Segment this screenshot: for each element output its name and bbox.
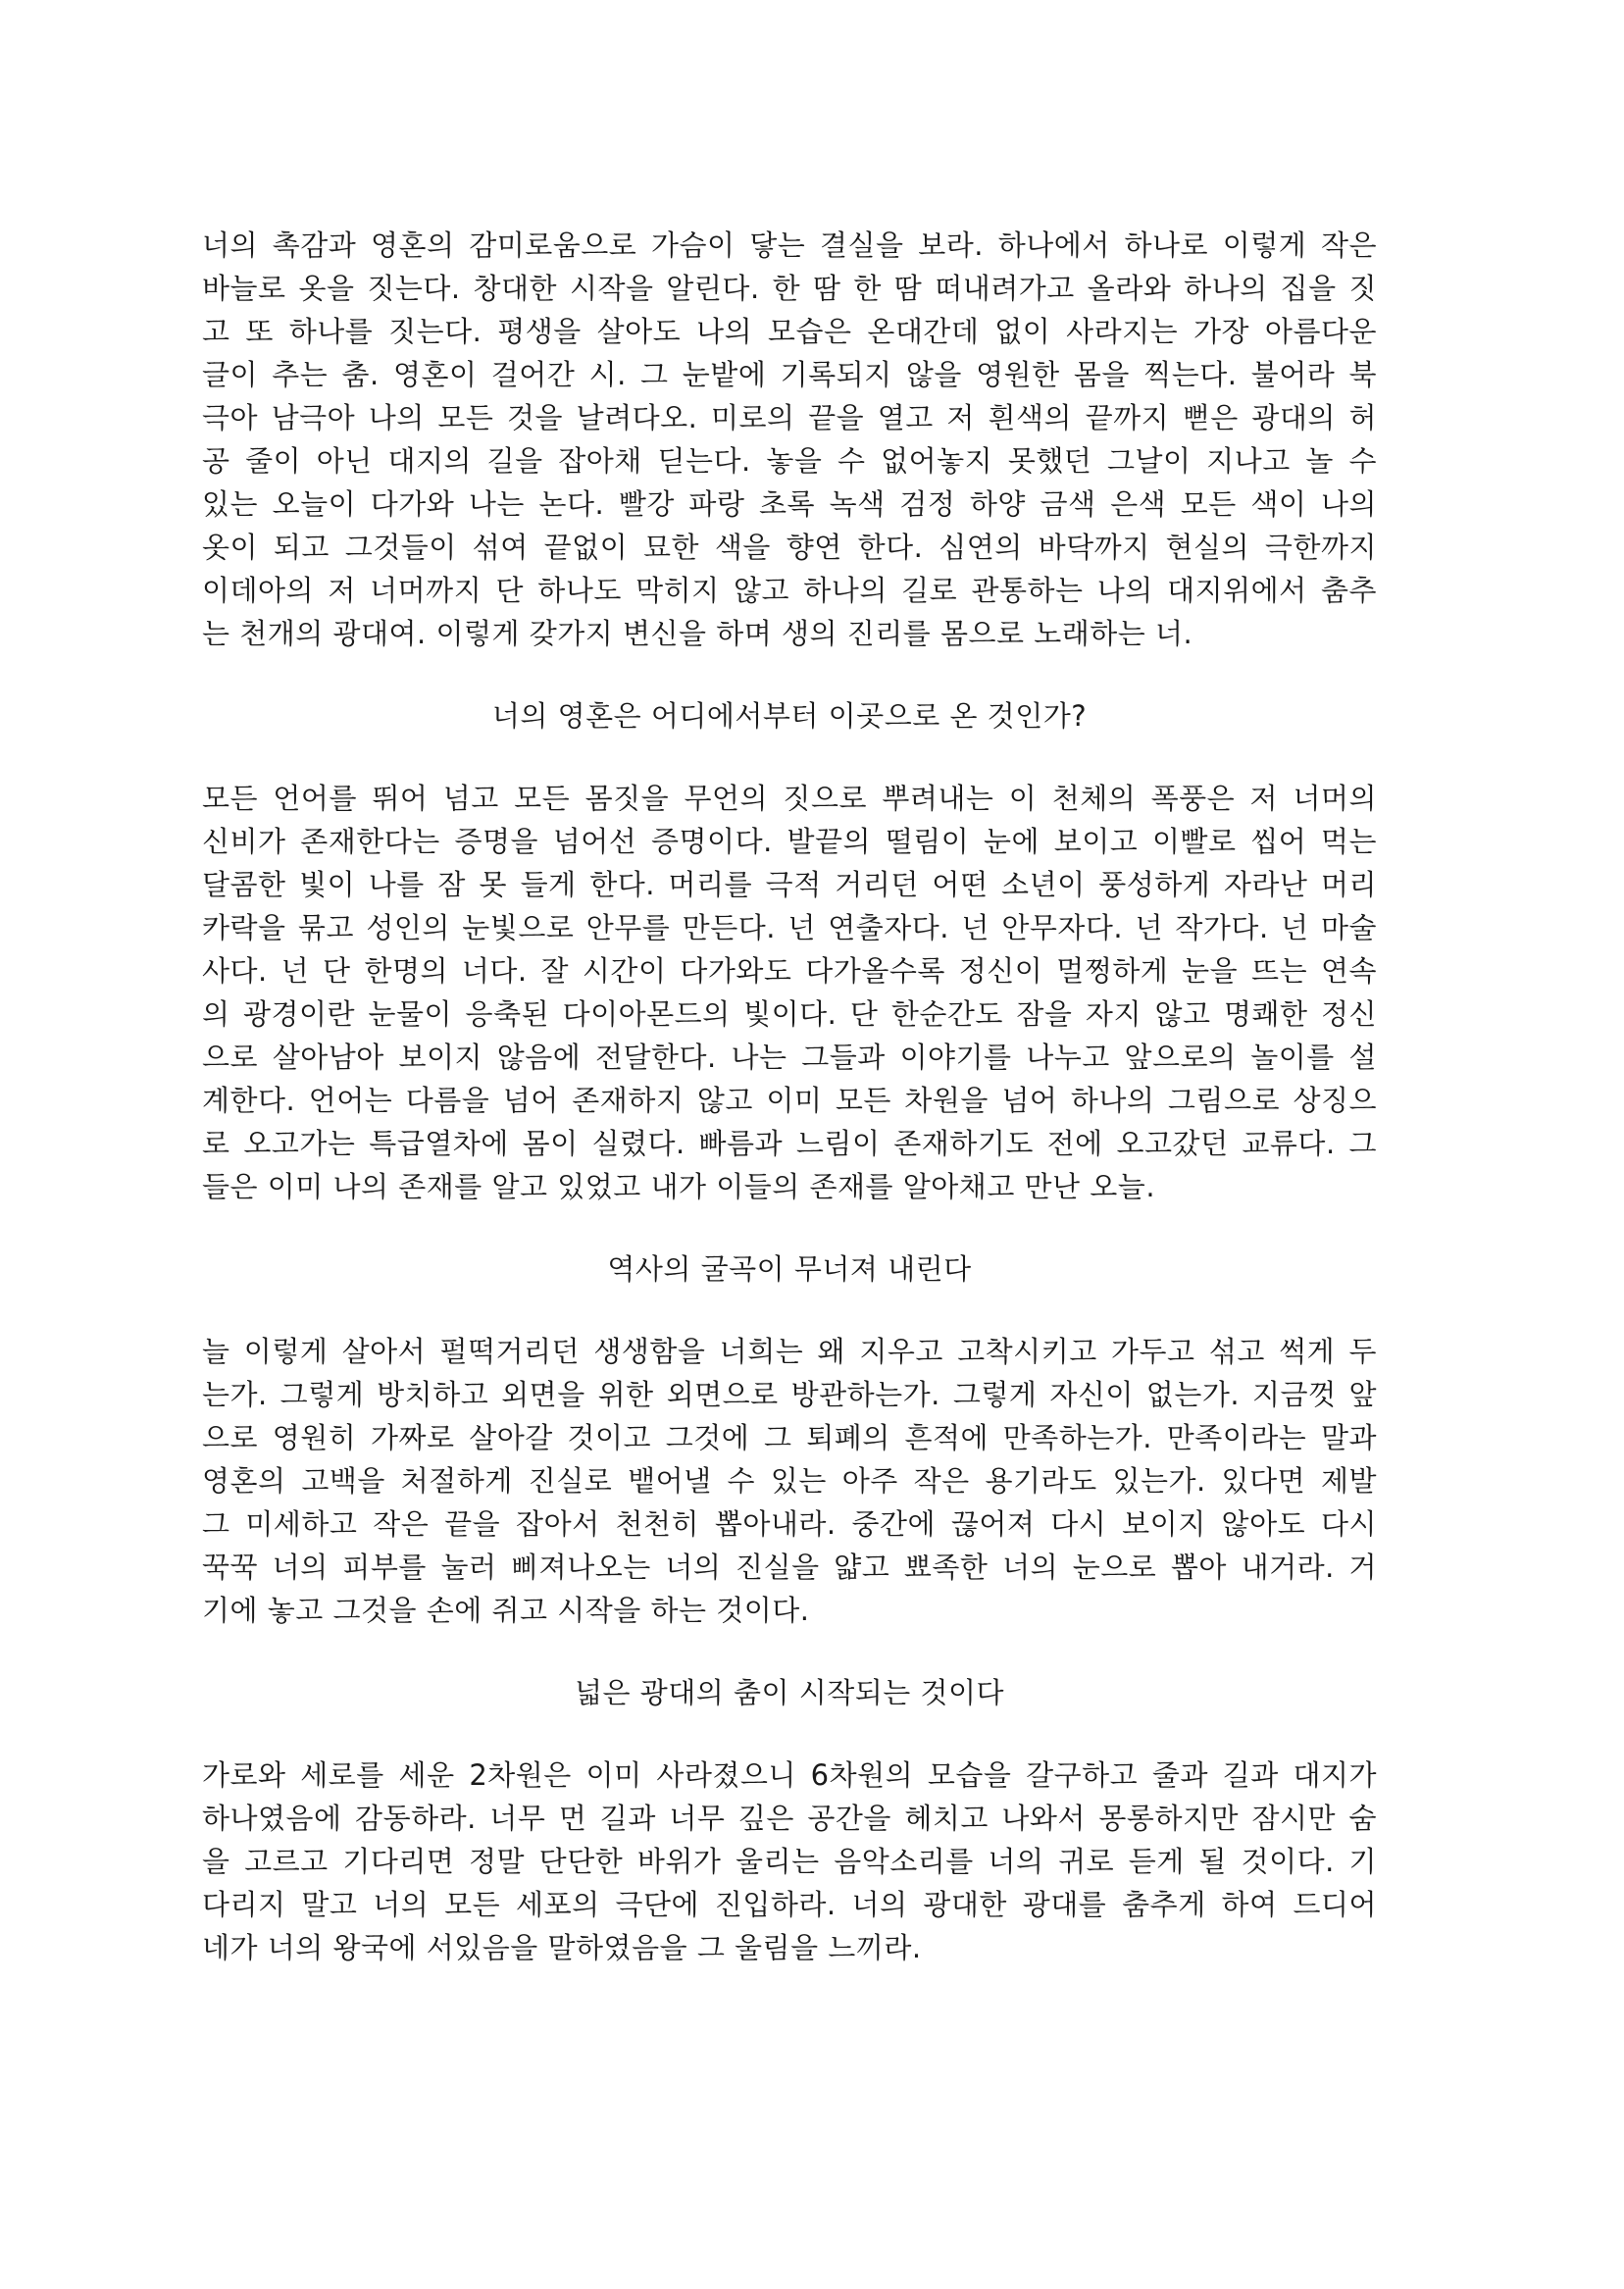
- text-line: 신비가 존재한다는 증명을 넘어선 증명이다. 발끝의 떨림이 눈에 보이고 이빨로 씹어 먹는: [202, 825, 1377, 858]
- text-line: 카락을 묶고 성인의 눈빛으로 안무를 만든다. 넌 연출자다. 넌 안무자다. 넌 작가다. 넌 마술: [202, 911, 1377, 944]
- paragraph: [202, 1330, 1377, 1632]
- text-line: 영혼의 고백을 처절하게 진실로 뱉어낼 수 있는 아주 작은 용기라도 있는가. 있다면 제발: [202, 1464, 1377, 1498]
- text-line: 옷이 되고 그것들이 섞여 끝없이 묘한 색을 향연 한다. 심연의 바닥까지 현실의 극한까지: [202, 531, 1377, 564]
- text-line: 로 오고가는 특급열차에 몸이 실렸다. 빠름과 느림이 존재하기도 전에 오고갔던 교류다. 그: [202, 1127, 1377, 1160]
- text-line: 늘 이렇게 살아서 펄떡거리던 생생함을 너희는 왜 지우고 고착시키고 가두고 섞고 썩게 두: [202, 1335, 1377, 1368]
- text-line: 으로 영원히 가짜로 살아갈 것이고 그것에 그 퇴폐의 흔적에 만족하는가. 만족이라는 말과: [202, 1421, 1377, 1454]
- text-line: 꾹꾹 너의 피부를 눌러 삐져나오는 너의 진실을 얇고 뾰족한 너의 눈으로 뽑아 내거라. 거: [202, 1551, 1377, 1584]
- text-line: 네가 너의 왕국에 서있음을 말하였음을 그 울림을 느끼라.: [202, 1931, 922, 1964]
- text-line: 가로와 세로를 세운 2차원은 이미 사라졌으니 6차원의 모습을 갈구하고 줄과 길과 대지가: [202, 1758, 1377, 1792]
- text-line: 있는 오늘이 다가와 나는 논다. 빨강 파랑 초록 녹색 검정 하양 금색 은색 모든 색이 나의: [202, 487, 1377, 521]
- text-line: 공 줄이 아닌 대지의 길을 잡아채 딛는다. 놓을 수 없어놓지 못했던 그날이 지나고 놀 수: [202, 444, 1377, 478]
- paragraph: [202, 224, 1377, 655]
- text-line: 는 천개의 광대여. 이렇게 갖가지 변신을 하며 생의 진리를 몸으로 노래하는 너.: [202, 617, 1193, 650]
- text-line: 들은 이미 나의 존재를 알고 있었고 내가 이들의 존재를 알아채고 만난 오늘.: [202, 1170, 1156, 1203]
- text-line: 그 미세하고 작은 끝을 잡아서 천천히 뽑아내라. 중간에 끊어져 다시 보이지 않아도 다시: [202, 1507, 1377, 1541]
- text-line: 사다. 넌 단 한명의 너다. 잘 시간이 다가와도 다가올수록 정신이 멀쩡하게 눈을 뜨는 연속: [202, 954, 1377, 988]
- text-line: 으로 살아남아 보이지 않음에 전달한다. 나는 그들과 이야기를 나누고 앞으로의 놀이를 설: [202, 1041, 1377, 1074]
- text-line: 기에 놓고 그것을 손에 쥐고 시작을 하는 것이다.: [202, 1594, 810, 1627]
- text-line: 다리지 말고 너의 모든 세포의 극단에 진입하라. 너의 광대한 광대를 춤추게 하여 드디어: [202, 1888, 1377, 1921]
- text-line: 을 고르고 기다리면 정말 단단한 바위가 울리는 음악소리를 너의 귀로 듣게 될 것이다. 기: [202, 1845, 1377, 1878]
- text-line: 하나였음에 감동하라. 너무 먼 길과 너무 깊은 공간을 헤치고 나와서 몽롱하지만 잠시만 숨: [202, 1802, 1377, 1835]
- text-line: 극아 남극아 나의 모든 것을 날려다오. 미로의 끝을 열고 저 흰색의 끝까지 뻗은 광대의 허: [202, 401, 1377, 434]
- paragraph: [202, 777, 1377, 1208]
- text-line: 의 광경이란 눈물이 응축된 다이아몬드의 빛이다. 단 한순간도 잠을 자지 않고 명쾌한 정신: [202, 997, 1377, 1031]
- paragraph: [202, 1754, 1377, 1969]
- text-line: 바늘로 옷을 짓는다. 창대한 시작을 알린다. 한 땀 한 땀 떠내려가고 올라와 하나의 집을 짓: [202, 272, 1377, 305]
- section-heading: 넓은 광대의 춤이 시작되는 것이다: [574, 1676, 1005, 1709]
- text-line: 너의 촉감과 영혼의 감미로움으로 가슴이 닿는 결실을 보라. 하나에서 하나로 이렇게 작은: [202, 229, 1377, 262]
- text-line: 이데아의 저 너머까지 단 하나도 막히지 않고 하나의 길로 관통하는 나의 대지위에서 춤추: [202, 574, 1377, 607]
- text-line: 고 또 하나를 짓는다. 평생을 살아도 나의 모습은 온대간데 없이 사라지는 가장 아름다운: [202, 315, 1377, 348]
- text-line: 달콤한 빛이 나를 잠 못 들게 한다. 머리를 극적 거리던 어떤 소년이 풍성하게 자라난 머리: [202, 868, 1377, 901]
- text-line: 글이 추는 춤. 영혼이 걸어간 시. 그 눈밭에 기록되지 않을 영원한 몸을 찍는다. 불어라 북: [202, 358, 1377, 391]
- text-line: 는가. 그렇게 방치하고 외면을 위한 외면으로 방관하는가. 그렇게 자신이 없는가. 지금껏 앞: [202, 1378, 1377, 1411]
- document-body: [202, 224, 1377, 2009]
- text-line: 모든 언어를 뛰어 넘고 모든 몸짓을 무언의 짓으로 뿌려내는 이 천체의 폭풍은 저 너머의: [202, 782, 1377, 815]
- section-heading: 역사의 굴곡이 무너져 내린다: [607, 1252, 972, 1286]
- section-heading: 너의 영혼은 어디에서부터 이곳으로 온 것인가?: [491, 699, 1088, 733]
- text-line: 계한다. 언어는 다름을 넘어 존재하지 않고 이미 모든 차원을 넘어 하나의 그림으로 상징으: [202, 1084, 1377, 1117]
